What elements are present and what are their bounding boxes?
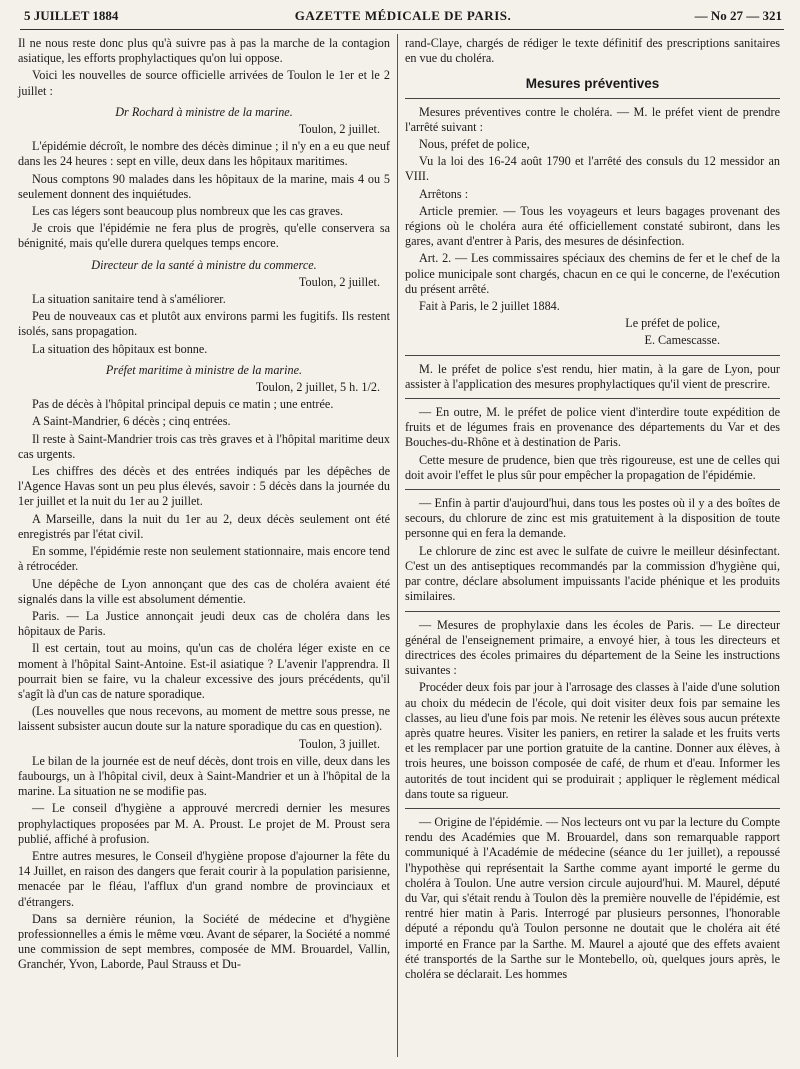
header-date: 5 JUILLET 1884 (24, 8, 119, 23)
paragraph: — Origine de l'épidémie. — Nos lecteurs ont vu par la lecture du Compte rendu des Académies que M. Brouardel, dans son remarquable rapport communiqué à l'Académie de médecine (séance du 1er juillet), a repoussé l'hypothèse qui représentait la Sarthe comme ayant importé le germe du choléra à Toulon. Une autre version circule aujourd'hui. M. Maurel, député du Var, qui s'était rendu à Toulon dès la première nouvelle de l'épidémie, est rentré hier matin à Paris. Interrogé par plusieurs personnes, l'honorable député a répondu qu'à Toulon personne ne doutait que le choléra ait été importé en France par la Sarthe. M. Maurel a ajouté que des effets avaient été transportés de la Sarthe sur le Montebello, où, quelques jours après, le choléra se déclarait. Les hommes (405, 814, 780, 981)
signature-name: E. Camescasse. (644, 333, 720, 348)
dispatch-title: Préfet maritime à ministre de la marine. (105, 362, 303, 377)
right-column (405, 36, 780, 984)
separator (405, 808, 780, 809)
paragraph: Il est certain, tout au moins, qu'un cas de choléra léger existe en ce moment à l'hôpital Saint-Antoine. Est-il asiatique ? L'avenir l'apprendra. Il pourrait bien se faire, vu la chaleur excessive des jours précédents, qu'il s'agît là d'un cas de nature sporadique. (18, 641, 390, 701)
paragraph: — En outre, M. le préfet de police vient d'interdire toute expédition de fruits et de légumes frais en provenance des départements du Var et des Bouches-du-Rhône et à destination de Paris. (405, 405, 780, 450)
paragraph: Voici les nouvelles de source officielle arrivées de Toulon le 1er et le 2 juillet : (18, 68, 390, 98)
dispatch-title: Directeur de la santé à ministre du commerce. (91, 257, 317, 272)
signature-title: Le préfet de police, (625, 316, 720, 331)
paragraph: La situation des hôpitaux est bonne. (32, 341, 208, 356)
paragraph: M. le préfet de police s'est rendu, hier matin, à la gare de Lyon, pour assister à l'application des mesures prophylactiques qu'il vient de prescrire. (405, 361, 780, 391)
paragraph: (Les nouvelles que nous recevons, au moment de mettre sous presse, ne laissent subsister aucun doute sur la nature sporadique du cas en question). (18, 704, 390, 734)
dispatch-dateline: Toulon, 2 juillet, 5 h. 1/2. (255, 380, 380, 395)
dispatch-dateline: Toulon, 2 juillet. (298, 122, 380, 137)
paragraph: Art. 2. — Les commissaires spéciaux des chemins de fer et le chef de la police municipale sont chargés, chacun en ce qui le concerne, de l'exécution du présent arrêté. (405, 251, 780, 296)
paragraph: Il reste à Saint-Mandrier trois cas très graves et à l'hôpital maritime deux cas urgents. (18, 431, 390, 461)
separator (405, 355, 780, 356)
paragraph: Cette mesure de prudence, bien que très rigoureuse, est une de celles qui doit avoir l'effet le plus sûr pour empêcher la propagation de l'épidémie. (405, 452, 780, 482)
paragraph: L'épidémie décroît, le nombre des décès diminue ; il n'y en a eu que neuf dans les 24 heures : sept en ville, deux dans les hôpitaux maritimes. (18, 139, 390, 169)
page-header (24, 8, 782, 26)
header-title: GAZETTE MÉDICALE DE PARIS. (294, 8, 512, 23)
paragraph: En somme, l'épidémie reste non seulement stationnaire, mais encore tend à rétrocéder. (18, 544, 390, 574)
paragraph: — Enfin à partir d'aujourd'hui, dans tous les postes où il y a des boîtes de secours, du chlorure de zinc est mis gratuitement à la disposition de toute personne qui en fera la demande. (405, 496, 780, 541)
paragraph: Les chiffres des décès et des entrées indiqués par les dépêches de l'Agence Havas sont un peu plus élevés, savoir : 5 décès dans la journée du 1er juillet et la nuit du 1er au 2 juillet. (18, 464, 390, 509)
header-rule (20, 29, 784, 30)
dispatch-dateline: Toulon, 3 juillet. (298, 736, 380, 751)
paragraph: Article premier. — Tous les voyageurs et leurs bagages provenant des régions où le choléra aura été officiellement constaté subiront, dans les gares, avant d'entrer à Paris, des mesures de désinfection. (405, 203, 780, 249)
paragraph: Entre autres mesures, le Conseil d'hygiène propose d'ajourner la fête du 14 Juillet, en raison des dangers que ferait courir à la population parisienne, menacée par le fléau, l'afflux d'un grand nombre de provinciaux et d'étrangers. (18, 848, 390, 909)
paragraph: Nous comptons 90 malades dans les hôpitaux de la marine, mais 4 ou 5 seulement donnent des inquiétudes. (18, 171, 390, 201)
paragraph: Arrêtons : (419, 186, 469, 201)
paragraph: Les cas légers sont beaucoup plus nombreux que les cas graves. (32, 204, 344, 219)
paragraph: Vu la loi des 16-24 août 1790 et l'arrêté des consuls du 12 messidor an VIII. (405, 154, 780, 184)
paragraph: Fait à Paris, le 2 juillet 1884. (419, 299, 560, 314)
left-column (18, 36, 390, 975)
separator (405, 398, 780, 399)
paragraph: Paris. — La Justice annonçait jeudi deux cas de choléra dans les hôpitaux de Paris. (18, 608, 390, 639)
paragraph: Peu de nouveaux cas et plutôt aux environs parmi les fugitifs. Ils restent isolés, sans propagation. (18, 309, 390, 339)
separator (405, 489, 780, 490)
paragraph: A Saint-Mandrier, 6 décès ; cinq entrées. (32, 414, 231, 429)
paragraph: — Le conseil d'hygiène a approuvé mercredi dernier les mesures prophylactiques proposées par M. A. Proust. Le projet de M. Proust sera publié, affiché à profusion. (18, 801, 390, 846)
paragraph: Le chlorure de zinc est avec le sulfate de cuivre le meilleur désinfectant. C'est un des antiseptiques recommandés par la commission d'hygiène qui, par contre, déclare absolument impuissants l'acide phénique et les produits similaires. (405, 543, 780, 604)
dispatch-title: Dr Rochard à ministre de la marine. (115, 104, 293, 119)
section-heading: Mesures préventives (525, 76, 660, 92)
column-divider (397, 34, 398, 1057)
paragraph: — Mesures de prophylaxie dans les écoles de Paris. — Le directeur général de l'enseignement primaire, a envoyé hier, à tous les directeurs et directrices des écoles primaires du département de la Seine les instructions suivantes : (405, 617, 780, 678)
paragraph: Une dépêche de Lyon annonçant que des cas de choléra avaient été signalés dans la ville est absolument démentie. (18, 576, 390, 606)
paragraph: Dans sa dernière réunion, la Société de médecine et d'hygiène professionnelles a émis le même vœu. Avant de séparer, la Société a nommé une commission de sept membres, composée de MM. Brouardel, Vallin, Granchér, Yvon, Laborde, Paul Strauss et Du- (18, 911, 390, 972)
paragraph: Il ne nous reste donc plus qu'à suivre pas à pas la marche de la contagion asiatique, les efforts prophylactiques qu'on lui oppose. (18, 36, 390, 66)
header-number: — No 27 — 321 (694, 8, 782, 23)
paragraph: Pas de décès à l'hôpital principal depuis ce matin ; une entrée. (32, 397, 334, 412)
dispatch-dateline: Toulon, 2 juillet. (298, 274, 380, 289)
separator (405, 98, 780, 99)
paragraph: Nous, préfet de police, (419, 137, 530, 152)
separator (405, 611, 780, 612)
paragraph: Je crois que l'épidémie ne fera plus de progrès, qu'elle conservera sa bénignité, mais qu'elle durera quelques temps encore. (18, 221, 390, 251)
paragraph: A Marseille, dans la nuit du 1er au 2, deux décès seulement ont été enregistrés par l'état civil. (18, 511, 390, 541)
paragraph: La situation sanitaire tend à s'améliorer. (32, 292, 226, 307)
paragraph: rand-Claye, chargés de rédiger le texte définitif des prescriptions sanitaires en vue du choléra. (405, 36, 780, 66)
paragraph: Le bilan de la journée est de neuf décès, dont trois en ville, deux dans les faubourgs, un à l'hôpital civil, deux à Saint-Mandrier et un à l'hôpital de la marine. La situation ne se modifie pas. (18, 753, 390, 799)
paragraph: Procéder deux fois par jour à l'arrosage des classes à l'aide d'une solution au choix du médecin de l'école, qui doit visiter deux fois par semaine les classes, au lieu d'une fois par mois. Ne retenir les élèves sous aucun prétexte après quatre heures. Visiter les paniers, en retirer la salade et les fruits verts et les remplacer par une portion gratuite de la cantine. Donner aux élèves, à trois heures, une boisson composée de café, de rhum et d'eau. Informer les autorités de tout incident qui se produirait ; appliquer le règlement médical dans toute sa rigueur. (405, 680, 780, 801)
paragraph: Mesures préventives contre le choléra. — M. le préfet vient de prendre l'arrêté suivant : (405, 104, 780, 134)
